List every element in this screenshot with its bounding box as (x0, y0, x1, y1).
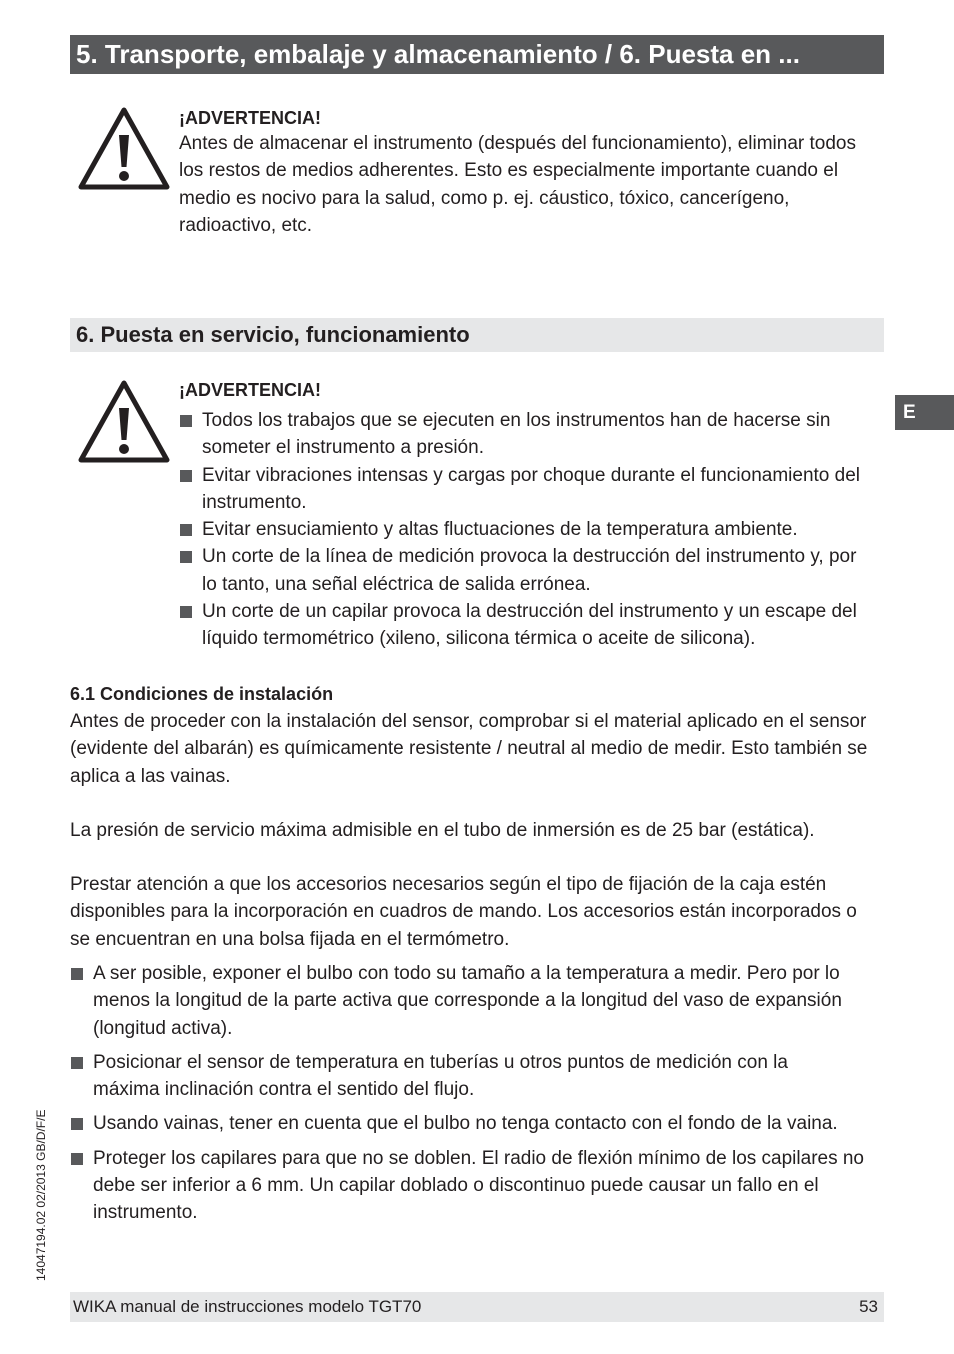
list-item: Posicionar el sensor de temperatura en tuberías u otros puntos de medición con la máxima inclinación contra el sentido del flujo. (70, 1049, 884, 1104)
paragraph: Prestar atención a que los accesorios necesarios según el tipo de fijación de la caja estén disponibles para la incorporación en cuadros de mando. Los accesorios están incorporados o se encuentran en una bolsa fijada en el termómetro. (70, 874, 857, 950)
list-item: Un corte de un capilar provoca la destrucción del instrumento y un escape del líquido termométrico (xileno, silicona térmica o aceite de silicona). (179, 598, 874, 653)
list-item: Un corte de la línea de medición provoca la destrucción del instrumento y, por lo tanto, una señal eléctrica de salida errónea. (179, 543, 874, 598)
bullet-square-icon (71, 1057, 83, 1069)
warning-title: ¡ADVERTENCIA! (179, 380, 321, 400)
warning-text: Antes de almacenar el instrumento (después del funcionamiento), eliminar todos los restos de medios adherentes. Esto es especialmente importante cuando el medio es nocivo para la salud, como p. ej. cáustico, tóxico, cancerígeno, radioactivo, etc. (179, 133, 856, 236)
bullet-square-icon (180, 470, 192, 482)
list-item: Usando vainas, tener en cuenta que el bulbo no tenga contacto con el fondo de la vaina. (70, 1110, 884, 1137)
footer-title: WIKA manual de instrucciones modelo TGT70 (73, 1297, 422, 1316)
list-item: Evitar vibraciones intensas y cargas por choque durante el funcionamiento del instrumento. (179, 462, 874, 517)
page-header: 5. Transporte, embalaje y almacenamiento / 6. Puesta en ... (70, 35, 884, 74)
bullet-square-icon (180, 415, 192, 427)
bullet-square-icon (71, 968, 83, 980)
page-number: 53 (859, 1297, 878, 1316)
language-tab: E (895, 395, 954, 430)
bullet-square-icon (180, 524, 192, 536)
paragraph: Antes de proceder con la instalación del sensor, comprobar si el material aplicado en el sensor (evidente del albarán) es químicamente resistente / neutral al medio de medir. Esto también se aplica a las vainas. (70, 711, 868, 787)
bullet-square-icon (180, 551, 192, 563)
page-footer (70, 1292, 884, 1322)
list-item: Evitar ensuciamiento y altas fluctuaciones de la temperatura ambiente. (179, 516, 874, 543)
bullet-square-icon (71, 1118, 83, 1130)
warning-triangle-icon (77, 105, 171, 191)
warning-triangle-icon (77, 378, 171, 464)
paragraph: La presión de servicio máxima admisible en el tubo de inmersión es de 25 bar (estática). (70, 820, 815, 841)
list-item: Proteger los capilares para que no se doblen. El radio de flexión mínimo de los capilares no debe ser inferior a 6 mm. Un capilar doblado o discontinuo puede causar un fallo en el instrumento. (70, 1145, 884, 1227)
warning-bullet-list (179, 407, 874, 653)
subsection-heading: 6.1 Condiciones de instalación (70, 684, 334, 704)
section-heading: 6. Puesta en servicio, funcionamiento (70, 318, 884, 352)
list-item: Todos los trabajos que se ejecuten en los instrumentos han de hacerse sin someter el instrumento a presión. (179, 407, 874, 462)
warning-title: ¡ADVERTENCIA! (179, 108, 321, 128)
list-item: A ser posible, exponer el bulbo con todo su tamaño a la temperatura a medir. Pero por lo menos la longitud de la parte activa que corresponde a la longitud del vaso de expansión (longitud activa). (70, 960, 884, 1042)
document-code: 14047194.02 02/2013 GB/D/F/E (34, 1109, 48, 1281)
bullet-square-icon (180, 606, 192, 618)
bullet-square-icon (71, 1153, 83, 1165)
installation-bullet-list (70, 960, 884, 1227)
